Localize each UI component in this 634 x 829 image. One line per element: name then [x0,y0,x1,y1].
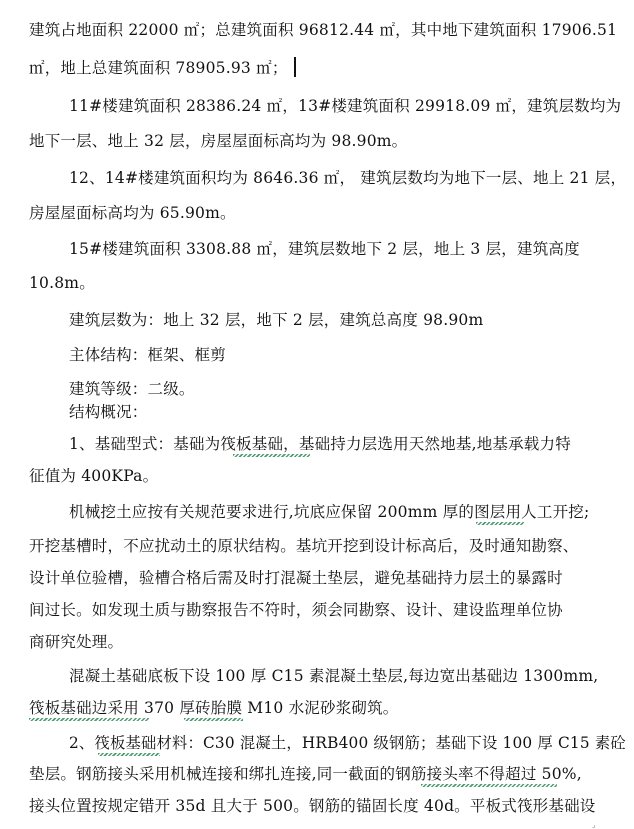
para-raft-materials-line2: 垫层。钢筋接头采用机械连接和绑扎连接,同一截面的钢筋接头率不得超过 50%, [29,765,582,783]
para-concrete-base-line2: 筏板基础边采用 370 厚砖胎膜 M10 水泥砂浆砌筑。 [29,699,399,717]
para-foundation-type-line2: 征值为 400KPa。 [29,467,159,485]
para-excavation-line2: 开挖基槽时，不应扰动土的原状结构。基坑开挖到设计标高后，及时通知勘察、 [29,537,579,555]
spellcheck-underline [421,784,557,787]
spellcheck-underline [184,718,243,721]
para-structure-overview-heading: 结构概况： [69,403,148,421]
para-building-12-14-line2: 房屋屋面标高均为 65.90m。 [29,204,236,222]
page-corner-mark: ⌟ [592,821,596,829]
para-excavation-line5: 商研究处理。 [29,633,124,651]
spellcheck-underline [476,522,524,525]
para-foundation-type-line1: 1、基础型式：基础为筏板基础，基础持力层选用天然地基,地基承载力特 [69,435,571,453]
para-building-11-13-line1: 11#楼建筑面积 28386.24 ㎡，13#楼建筑面积 29918.09 ㎡，建筑层数均为 [69,97,622,115]
spellcheck-underline [98,753,160,756]
para-excavation-line3: 设计单位验槽，验槽合格后需及时打混凝土垫层，避免基础持力层土的暴露时 [29,569,563,587]
para-building-12-14-line1: 12、14#楼建筑面积均为 8646.36 ㎡， 建筑层数均为地下一层、地上 21 层， [69,169,627,187]
para-floor-count: 建筑层数为：地上 32 层，地下 2 层，建筑总高度 98.90m [69,311,484,329]
spellcheck-underline [233,454,310,457]
para-main-structure: 主体结构：框架、框剪 [69,346,227,364]
para-building-15-line2: 10.8m。 [29,274,95,292]
para-building-11-13-line2: 地下一层、地上 32 层，房屋屋面标高均为 98.90m。 [29,132,408,150]
spellcheck-underline [29,718,149,721]
text-cursor [294,57,296,77]
para-building-grade: 建筑等级：二级。 [69,380,195,398]
para-site-area-line2: ㎡，地上总建筑面积 78905.93 ㎡； [29,59,288,77]
para-concrete-base-line1: 混凝土基础底板下设 100 厚 C15 素混凝土垫层,每边宽出基础边 1300mm, [69,667,599,685]
para-raft-materials-line3: 接头位置按规定错开 35d 且大于 500。钢筋的锚固长度 40d。平板式筏形基础设 [29,797,596,815]
para-excavation-line4: 间过长。如发现土质与勘察报告不符时，须会同勘察、设计、建设监理单位协 [29,601,563,619]
para-excavation-line1: 机械挖土应按有关规范要求进行,坑底应保留 200mm 厚的图层用人工开挖; [69,503,590,521]
para-site-area-line1: 建筑占地面积 22000 ㎡；总建筑面积 96812.44 ㎡，其中地下建筑面积 17906.51 [29,21,618,39]
para-raft-materials-line1: 2、筏板基础材料：C30 混凝土，HRB400 级钢筋；基础下设 100 厚 C15 素砼 [69,734,626,752]
para-building-15-line1: 15#楼建筑面积 3308.88 ㎡，建筑层数地下 2 层，地上 3 层，建筑高度 [69,240,580,258]
